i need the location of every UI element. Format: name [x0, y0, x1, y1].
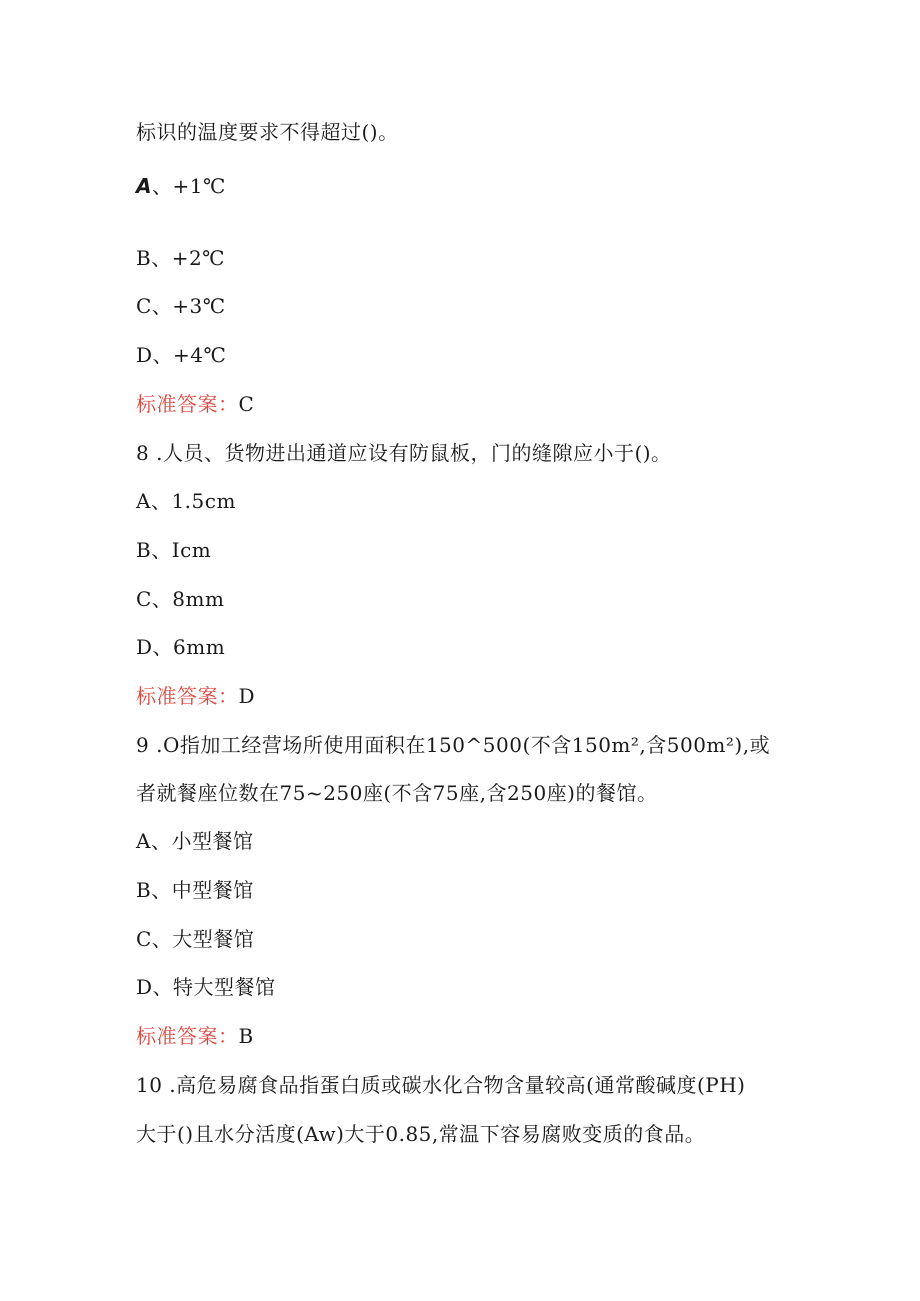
answer-value: D [238, 684, 256, 708]
question-9-stem-line-1: 9 .O指加工经营场所使用面积在150^500(不含150m²,含500m²),或 [136, 733, 771, 757]
question-8-stem: 8 .人员、货物进出通道应设有防鼠板，门的缝隙应小于()。 [136, 441, 672, 465]
question-10-stem-line-1: 10 .高危易腐食品指蛋白质或碳水化合物含量较高(通常酸碱度(PH) [136, 1073, 746, 1097]
answer-value: B [238, 1024, 254, 1048]
question-10-stem-line-2: 大于()且水分活度(Aw)大于0.85,常温下容易腐败变质的食品。 [136, 1122, 706, 1146]
question-7-option-c: C、+3℃ [136, 294, 226, 318]
question-8-option-d: D、6mm [136, 635, 226, 659]
answer-value: C [238, 392, 255, 416]
option-a-letter: A [136, 174, 152, 198]
option-a-text: 、+1℃ [151, 174, 226, 198]
question-7-answer [136, 392, 254, 416]
question-7-option-d: D、+4℃ [136, 343, 227, 367]
question-8-option-a: A、1.5cm [136, 489, 236, 513]
question-9-option-d: D、特大型餐馆 [136, 975, 276, 999]
question-8-option-b: B、Icm [136, 538, 212, 562]
answer-label: 标准答案： [136, 684, 239, 708]
question-8-option-c: C、8mm [136, 587, 225, 611]
question-9-option-c: C、大型餐馆 [136, 927, 255, 951]
question-9-option-b: B、中型餐馆 [136, 878, 254, 902]
question-9-answer [136, 1024, 254, 1048]
question-7-option-a [136, 174, 226, 198]
question-7-option-b: B、+2℃ [136, 246, 226, 270]
question-7-stem: 标识的温度要求不得超过()。 [136, 120, 399, 144]
answer-label: 标准答案： [136, 1024, 239, 1048]
question-9-option-a: A、小型餐馆 [136, 829, 254, 853]
question-8-answer [136, 684, 255, 708]
answer-label: 标准答案： [136, 392, 239, 416]
question-9-stem-line-2: 者就餐座位数在75~250座(不含75座,含250座)的餐馆。 [136, 781, 658, 805]
